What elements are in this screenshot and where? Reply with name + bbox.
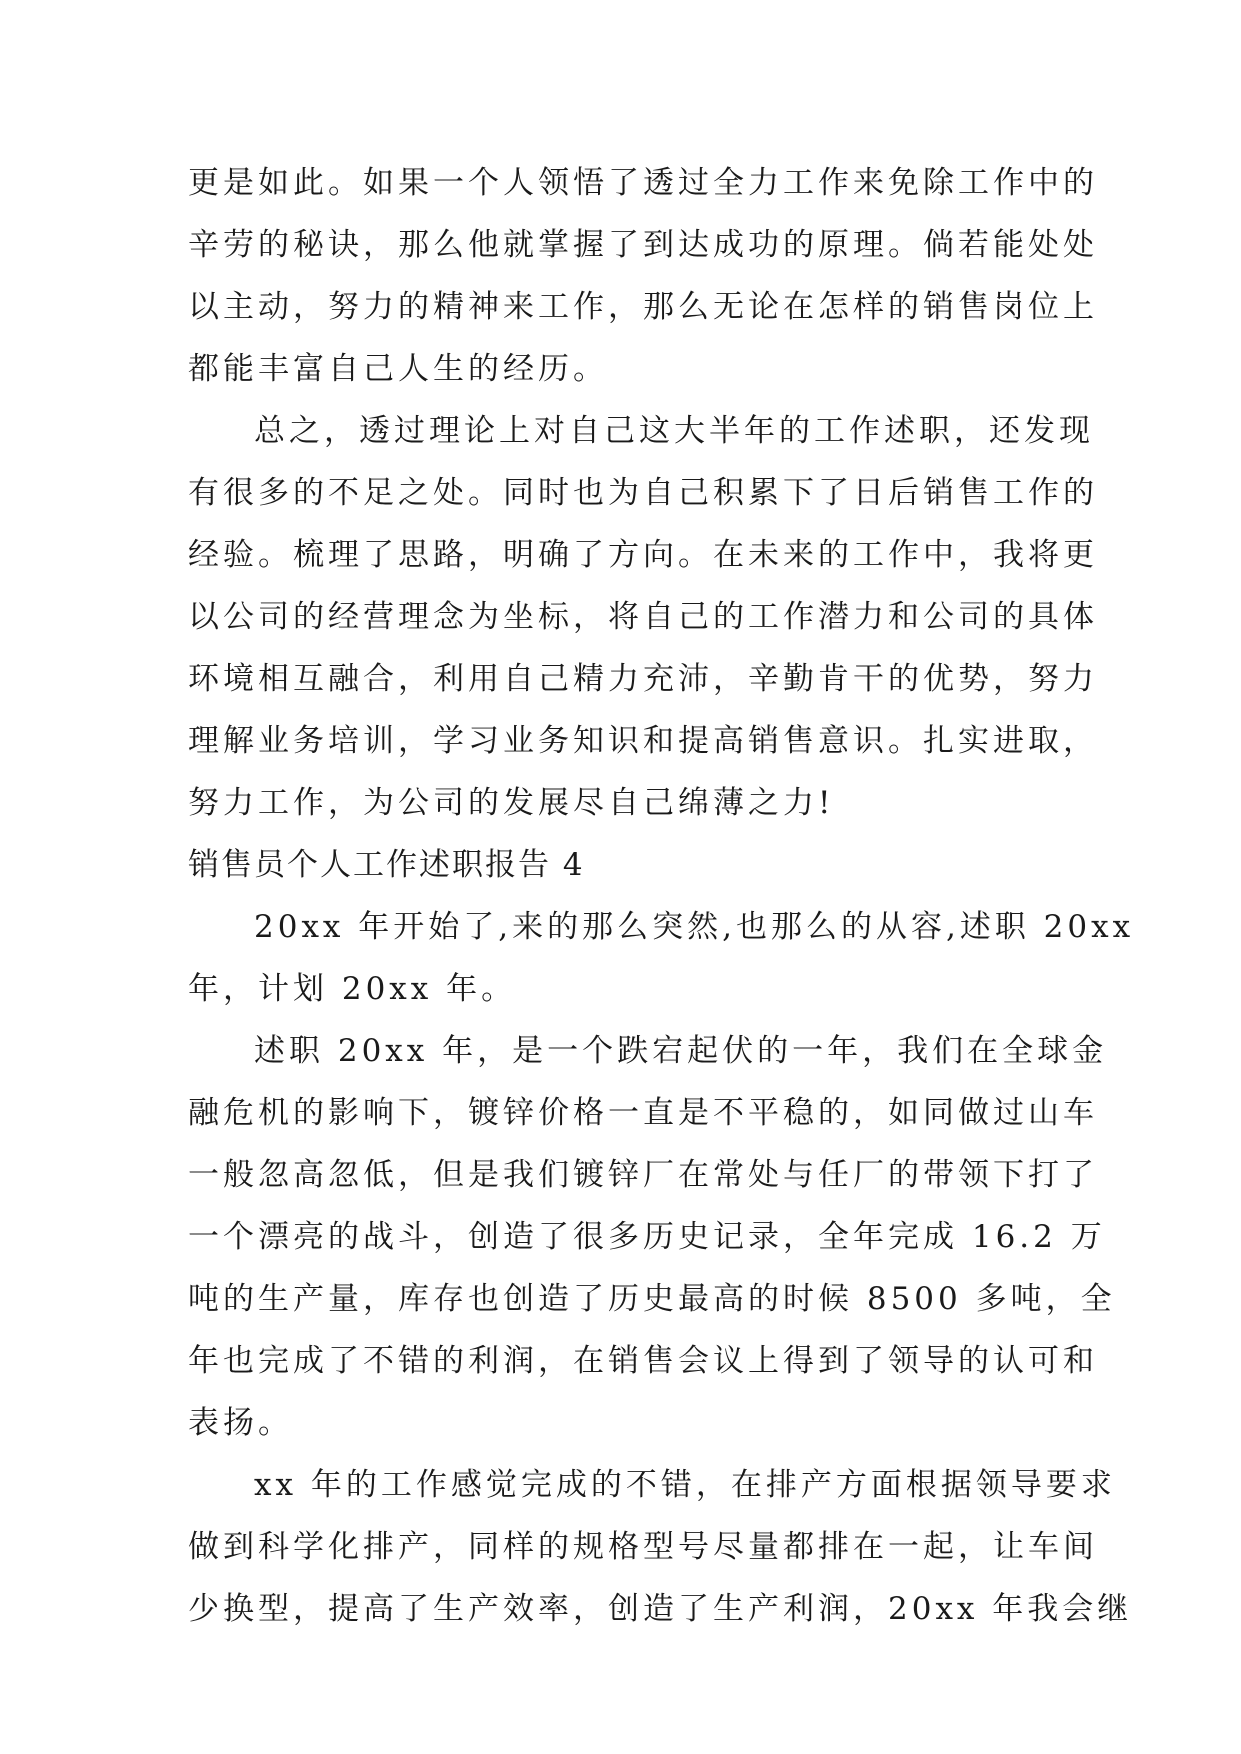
text-line: 经验。梳理了思路，明确了方向。在未来的工作中，我将更 xyxy=(188,537,1098,573)
text-line: 述职 20xx 年，是一个跌宕起伏的一年，我们在全球金 xyxy=(254,1033,1108,1069)
text-line: 以主动，努力的精神来工作，那么无论在怎样的销售岗位上 xyxy=(188,289,1098,325)
text-line: 理解业务培训，学习业务知识和提高销售意识。扎实进取， xyxy=(188,723,1098,759)
body-text xyxy=(188,152,1135,1640)
text-line: 努力工作，为公司的发展尽自己绵薄之力! xyxy=(188,785,835,821)
text-line: 做到科学化排产，同样的规格型号尽量都排在一起，让车间 xyxy=(188,1529,1098,1565)
text-line: 年，计划 20xx 年。 xyxy=(188,971,517,1007)
text-line: 环境相互融合，利用自己精力充沛，辛勤肯干的优势，努力 xyxy=(188,661,1098,697)
text-line: 以公司的经营理念为坐标，将自己的工作潜力和公司的具体 xyxy=(188,599,1098,635)
text-line: 有很多的不足之处。同时也为自己积累下了日后销售工作的 xyxy=(188,475,1098,511)
text-line: 20xx 年开始了,来的那么突然,也那么的从容,述职 20xx xyxy=(254,909,1135,945)
text-line: 辛劳的秘诀，那么他就掌握了到达成功的原理。倘若能处处 xyxy=(188,227,1098,263)
text-line: xx 年的工作感觉完成的不错，在排产方面根据领导要求 xyxy=(254,1467,1116,1503)
text-line: 吨的生产量，库存也创造了历史最高的时候 8500 多吨，全 xyxy=(188,1281,1116,1317)
text-line: 少换型，提高了生产效率，创造了生产利润，20xx 年我会继 xyxy=(188,1591,1133,1627)
text-line: 表扬。 xyxy=(188,1405,293,1441)
text-line: 年也完成了不错的利润，在销售会议上得到了领导的认可和 xyxy=(188,1343,1098,1379)
text-line: 一般忽高忽低，但是我们镀锌厂在常处与任厂的带领下打了 xyxy=(188,1157,1098,1193)
section-heading: 销售员个人工作述职报告 4 xyxy=(188,847,585,883)
text-line: 一个漂亮的战斗，创造了很多历史记录，全年完成 16.2 万 xyxy=(188,1219,1106,1255)
text-line: 总之，透过理论上对自己这大半年的工作述职，还发现 xyxy=(254,413,1094,449)
text-line: 更是如此。如果一个人领悟了透过全力工作来免除工作中的 xyxy=(188,165,1098,201)
text-line: 融危机的影响下，镀锌价格一直是不平稳的，如同做过山车 xyxy=(188,1095,1098,1131)
text-line: 都能丰富自己人生的经历。 xyxy=(188,351,608,387)
